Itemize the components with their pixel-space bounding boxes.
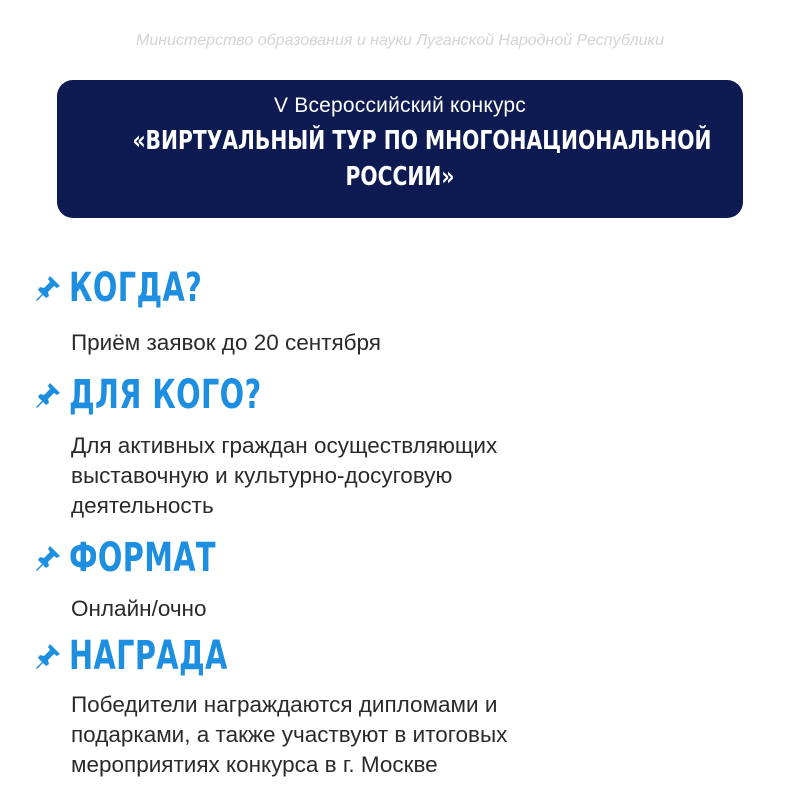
section-reward-heading-row — [33, 630, 507, 682]
ministry-caption: Министерство образования и науки Луганской Народной Республики — [136, 32, 664, 49]
section-for-whom-line: выставочную и культурно-досуговую — [71, 463, 453, 488]
section-for-whom — [33, 369, 497, 521]
section-reward-line: подарками, а также участвуют в итоговых — [71, 722, 508, 747]
section-for-whom-text — [71, 431, 497, 521]
section-when-heading: КОГДА? — [69, 265, 203, 311]
section-format-heading: ФОРМАТ — [69, 535, 216, 581]
section-when-heading-row — [33, 262, 381, 314]
section-for-whom-heading: ДЛЯ КОГО? — [69, 372, 262, 418]
section-for-whom-line: деятельность — [71, 493, 214, 518]
section-reward-line: мероприятиях конкурса в г. Москве — [71, 752, 438, 777]
pushpin-icon — [33, 380, 63, 410]
banner-subtitle: V Всероссийский конкурс — [274, 94, 526, 117]
section-reward-text — [71, 690, 507, 780]
section-format-line: Онлайн/очно — [71, 596, 207, 621]
section-for-whom-line: Для активных граждан осуществляющих — [71, 433, 498, 458]
section-when — [33, 262, 381, 358]
banner-title-line-2: РОССИИ» — [345, 162, 455, 192]
section-when-text — [71, 328, 381, 358]
pushpin-icon — [33, 641, 63, 671]
section-for-whom-heading-row — [33, 369, 497, 421]
section-reward — [33, 630, 507, 780]
section-format-heading-row — [33, 532, 273, 584]
section-when-line: Приём заявок до 20 сентября — [71, 330, 381, 355]
section-reward-heading: НАГРАДА — [69, 633, 228, 679]
pushpin-icon — [33, 543, 63, 573]
pushpin-icon — [33, 273, 63, 303]
section-format — [33, 532, 273, 624]
section-reward-line: Победители награждаются дипломами и — [71, 692, 498, 717]
title-banner — [57, 80, 743, 218]
banner-title-line-1: «ВИРТУАЛЬНЫЙ ТУР ПО МНОГОНАЦИОНАЛЬНОЙ — [132, 126, 712, 156]
section-format-text — [71, 594, 273, 624]
